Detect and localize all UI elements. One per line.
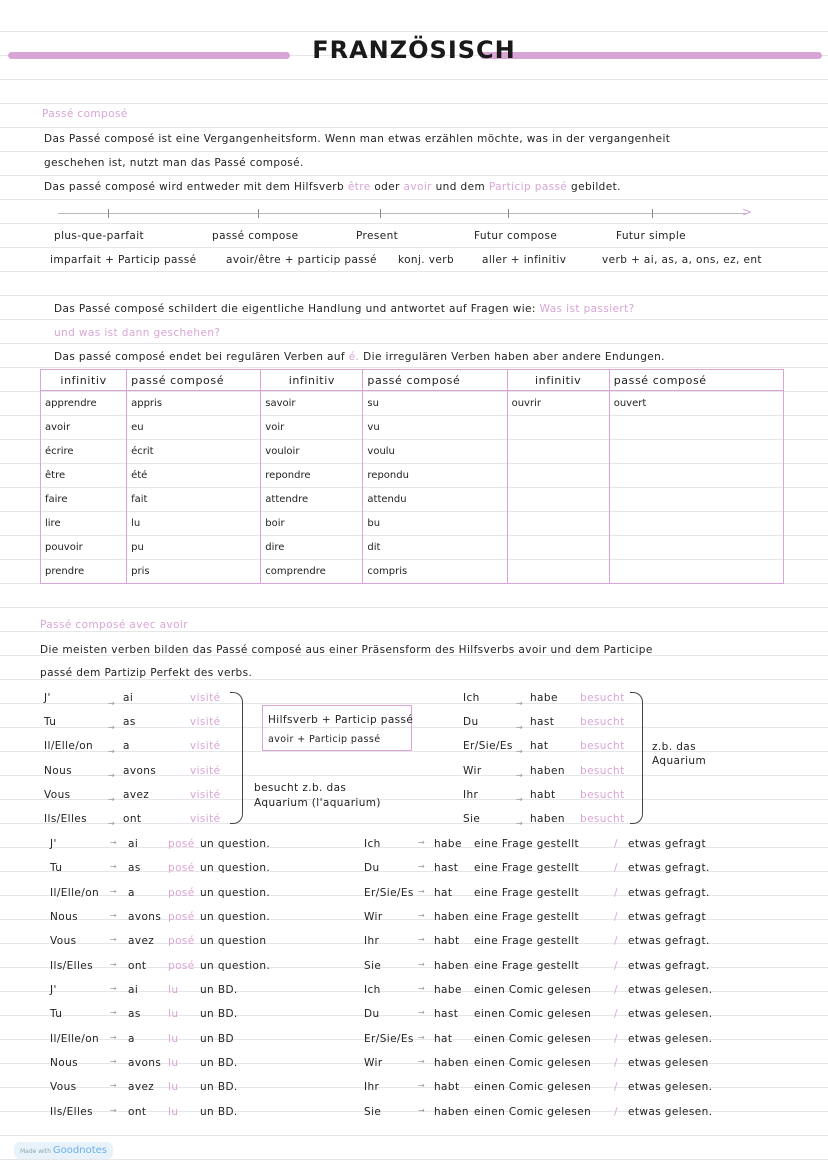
arrow-icon: →: [418, 910, 425, 920]
german-auxiliary: haben: [434, 910, 469, 923]
table-row: [41, 439, 784, 463]
table-cell: compris: [363, 559, 507, 584]
auxiliary: a: [128, 1032, 135, 1045]
table-cell: [507, 559, 609, 584]
object: un BD.: [200, 984, 238, 996]
usage-question-2: und was ist dann geschehen?: [54, 327, 221, 339]
table-cell: eu: [127, 415, 261, 439]
table-cell: avoir: [41, 415, 127, 439]
german-pronoun: Wir: [364, 910, 383, 923]
tense-label: Futur simple: [616, 230, 687, 242]
arrow-icon: →: [418, 1056, 425, 1066]
german-pronoun: Du: [364, 1008, 380, 1021]
german-auxiliary: hat: [434, 886, 453, 899]
arrow-icon: →: [418, 886, 425, 896]
table-cell: appris: [127, 391, 261, 416]
arrow-icon: →: [418, 1081, 425, 1091]
arrow-icon: →: [110, 886, 117, 896]
german-auxiliary: haben: [434, 1056, 469, 1069]
rule-box-line-1: Hilfsverb + Particip passé: [268, 714, 414, 726]
timeline-tick: [258, 209, 259, 218]
table-cell: vouloir: [261, 439, 363, 463]
auxiliary: habe: [530, 692, 558, 704]
auxiliary: haben: [530, 765, 565, 777]
table-cell: dit: [363, 535, 507, 559]
auxiliary: as: [128, 862, 141, 875]
auxiliary: avez: [123, 789, 150, 801]
arrow-icon: →: [110, 1081, 117, 1091]
german-phrase: einen Comic gelesen: [474, 1105, 592, 1118]
german-phrase: eine Frage gestellt: [474, 886, 580, 899]
table-cell: écrire: [41, 439, 127, 463]
german-phrase: eine Frage gestellt: [474, 910, 580, 923]
object: un question: [200, 935, 267, 948]
timeline-tick: [652, 209, 653, 218]
table-cell: lu: [127, 511, 261, 535]
besucht-note-line-1: besucht z.b. das: [254, 782, 347, 794]
badge-brand: Goodnotes: [52, 1145, 107, 1156]
participle: visité: [190, 813, 221, 825]
pronoun: Ils/Elles: [50, 959, 94, 972]
table-header: infinitiv: [41, 370, 127, 391]
auxiliary: a: [128, 886, 135, 899]
pronoun: Nous: [44, 765, 73, 777]
separator: /: [614, 1105, 618, 1118]
participle: besucht: [580, 740, 625, 752]
german-auxiliary: hat: [434, 1032, 453, 1045]
table-cell: fait: [127, 487, 261, 511]
table-cell: [609, 439, 783, 463]
table-cell: pouvoir: [41, 535, 127, 559]
goodnotes-badge: [14, 1142, 113, 1159]
participle: visité: [190, 692, 221, 704]
table-cell: vu: [363, 415, 507, 439]
arrow-column-icon: → → → → → →: [516, 699, 523, 828]
table-cell: su: [363, 391, 507, 416]
german-phrase: eine Frage gestellt: [474, 935, 580, 948]
auxiliary: avons: [128, 1056, 162, 1069]
object: un BD.: [200, 1008, 238, 1021]
table-cell: repondre: [261, 463, 363, 487]
arrow-column-icon: → → → → → →: [108, 699, 115, 828]
intro-line-1: Das Passé composé ist eine Vergangenheitsform. Wenn man etwas erzählen möchte, was in der vergangenheit: [44, 133, 671, 145]
participle: posé: [168, 838, 195, 850]
pronoun: Du: [463, 716, 479, 728]
ending-e: é.: [348, 351, 360, 363]
table-cell: pu: [127, 535, 261, 559]
german-auxiliary: hast: [434, 862, 459, 875]
object: un question.: [200, 910, 271, 923]
auxiliary: ai: [128, 984, 139, 996]
german-pronoun: Sie: [364, 959, 382, 972]
arrow-icon: →: [110, 910, 117, 920]
table-header: passé composé: [363, 370, 507, 391]
object: un BD.: [200, 1081, 238, 1094]
object: un BD.: [200, 1056, 238, 1069]
table-cell: [609, 535, 783, 559]
table-cell: savoir: [261, 391, 363, 416]
avoir-intro-line-2: passé dem Partizip Perfekt des verbs.: [40, 667, 253, 679]
pronoun: Vous: [50, 1081, 77, 1094]
german-pronoun: Wir: [364, 1056, 383, 1069]
german-pronoun: Ich: [364, 838, 381, 850]
pronoun: Nous: [50, 910, 79, 923]
german-auxiliary: haben: [434, 959, 469, 972]
participle: lu: [168, 1056, 179, 1069]
separator: /: [614, 886, 618, 899]
participle: visité: [190, 716, 221, 728]
german-phrase: einen Comic gelesen: [474, 1032, 592, 1045]
keyword-avoir: avoir: [403, 181, 432, 193]
pronoun: Ils/Elles: [50, 1105, 94, 1118]
avoir-intro-line-1: Die meisten verben bilden das Passé composé aus einer Präsensform des Hilfsverbs avoir und dem Participe: [40, 644, 653, 656]
zb-note-line-1: z.b. das: [652, 741, 696, 753]
table-cell: lire: [41, 511, 127, 535]
german-alternative: etwas gefragt.: [628, 959, 710, 972]
table-cell: ouvert: [609, 391, 783, 416]
brace-right: [630, 692, 643, 824]
table-header: infinitiv: [507, 370, 609, 391]
separator: /: [614, 862, 618, 875]
auxiliary: ai: [123, 692, 134, 704]
ending-line: [54, 351, 665, 363]
badge-prefix: Made with: [20, 1148, 51, 1155]
arrow-icon: →: [418, 1105, 425, 1115]
german-auxiliary: haben: [434, 1105, 469, 1118]
pronoun: Wir: [463, 765, 482, 777]
auxiliary: ont: [128, 1105, 147, 1118]
tense-form: imparfait + Particip passé: [50, 254, 197, 266]
arrow-icon: →: [110, 1056, 117, 1066]
participle: lu: [168, 1008, 179, 1021]
separator: /: [614, 959, 618, 972]
pronoun: Nous: [50, 1056, 79, 1069]
participle: visité: [190, 765, 221, 777]
pronoun: Vous: [50, 935, 77, 948]
german-alternative: etwas gefragt: [628, 910, 706, 923]
participle: visité: [190, 740, 221, 752]
table-header: passé composé: [127, 370, 261, 391]
arrow-icon: →: [110, 984, 117, 993]
german-phrase: einen Comic gelesen: [474, 984, 592, 996]
keyword-particip-passe: Particip passé: [488, 181, 568, 193]
timeline-tick: [508, 209, 509, 218]
german-alternative: etwas gelesen: [628, 1056, 709, 1069]
separator: /: [614, 935, 618, 948]
table-row: [41, 415, 784, 439]
arrow-icon: →: [110, 862, 117, 872]
german-auxiliary: habt: [434, 1081, 460, 1094]
table-cell: voir: [261, 415, 363, 439]
timeline-tick: [108, 209, 109, 218]
auxiliary: habt: [530, 789, 556, 801]
auxiliary: hat: [530, 740, 549, 752]
pronoun: Tu: [50, 862, 63, 875]
pronoun: J': [50, 838, 57, 850]
object: un question.: [200, 838, 271, 850]
participle: besucht: [580, 716, 625, 728]
german-pronoun: Sie: [364, 1105, 382, 1118]
usage-line-1: [54, 303, 635, 315]
tense-form: konj. verb: [398, 254, 455, 266]
separator: /: [614, 1008, 618, 1021]
auxiliary: avez: [128, 935, 155, 948]
german-alternative: etwas gefragt.: [628, 886, 710, 899]
table-cell: être: [41, 463, 127, 487]
auxiliary: avez: [128, 1081, 155, 1094]
table-row: [41, 391, 784, 416]
tense-form: aller + infinitiv: [482, 254, 567, 266]
auxiliary: avons: [123, 765, 157, 777]
table-cell: voulu: [363, 439, 507, 463]
german-auxiliary: habe: [434, 838, 462, 850]
rule-box-line-2: avoir + Particip passé: [268, 734, 381, 745]
usage-text: Das Passé composé schildert die eigentliche Handlung und antwortet auf Fragen wie:: [54, 303, 536, 315]
arrow-icon: →: [110, 1008, 117, 1018]
participle: besucht: [580, 692, 625, 704]
intro-line-3-a: Das passé composé wird entweder mit dem Hilfsverb: [44, 181, 345, 193]
german-alternative: etwas gelesen.: [628, 1008, 713, 1021]
participle: posé: [168, 959, 195, 972]
table-row: [41, 487, 784, 511]
german-pronoun: Ihr: [364, 935, 380, 948]
table-cell: [609, 463, 783, 487]
german-alternative: etwas gelesen.: [628, 984, 713, 996]
table-row: [41, 559, 784, 584]
intro-line-2: geschehen ist, nutzt man das Passé composé.: [44, 157, 304, 169]
arrow-icon: →: [110, 935, 117, 945]
german-alternative: etwas gefragt.: [628, 862, 710, 875]
auxiliary: ai: [128, 838, 139, 850]
participle: posé: [168, 910, 195, 923]
german-auxiliary: hast: [434, 1008, 459, 1021]
table-cell: dire: [261, 535, 363, 559]
german-phrase: eine Frage gestellt: [474, 862, 580, 875]
table-cell: pris: [127, 559, 261, 584]
table-cell: [507, 535, 609, 559]
arrow-icon: →: [110, 1032, 117, 1042]
auxiliary: ont: [123, 813, 142, 825]
pronoun: Er/Sie/Es: [463, 740, 513, 752]
arrow-icon: →: [418, 935, 425, 945]
auxiliary: haben: [530, 813, 565, 825]
timeline-arrow-icon: >: [742, 205, 753, 219]
tense-timeline: [58, 213, 748, 214]
auxiliary: as: [123, 716, 136, 728]
separator: /: [614, 838, 618, 850]
table-cell: écrit: [127, 439, 261, 463]
german-alternative: etwas gelesen.: [628, 1105, 713, 1118]
timeline-tick: [380, 209, 381, 218]
zb-note-line-2: Aquarium: [652, 755, 707, 767]
german-auxiliary: habe: [434, 984, 462, 996]
pronoun: Ils/Elles: [44, 813, 88, 825]
arrow-icon: →: [418, 959, 425, 969]
table-cell: attendu: [363, 487, 507, 511]
pronoun: Il/Elle/on: [50, 886, 100, 899]
tense-label: passé compose: [212, 230, 299, 242]
page-title: FRANZÖSISCH: [312, 36, 516, 64]
brace-left: [230, 692, 243, 824]
table-header-row: [41, 370, 784, 391]
participle: visité: [190, 789, 221, 801]
pronoun: Il/Elle/on: [50, 1032, 100, 1045]
tense-label: Futur compose: [474, 230, 558, 242]
auxiliary: hast: [530, 716, 555, 728]
table-cell: [507, 487, 609, 511]
tense-label: plus-que-parfait: [54, 230, 145, 242]
table-row: [41, 535, 784, 559]
tense-form: verb + ai, as, a, ons, ez, ent: [602, 254, 762, 266]
german-pronoun: Ich: [364, 984, 381, 996]
german-phrase: einen Comic gelesen: [474, 1056, 592, 1069]
table-row: [41, 511, 784, 535]
object: un BD.: [200, 1105, 238, 1118]
arrow-icon: →: [110, 959, 117, 969]
object: un question.: [200, 886, 271, 899]
german-alternative: etwas gelesen.: [628, 1032, 713, 1045]
auxiliary: avons: [128, 910, 162, 923]
german-auxiliary: habt: [434, 935, 460, 948]
arrow-icon: →: [418, 984, 425, 993]
arrow-icon: →: [110, 1105, 117, 1115]
arrow-icon: →: [418, 838, 425, 847]
participle: besucht: [580, 813, 625, 825]
pronoun: Ihr: [463, 789, 479, 801]
tense-label: Present: [356, 230, 399, 242]
table-cell: [609, 559, 783, 584]
table-cell: ouvrir: [507, 391, 609, 416]
pronoun: J': [50, 984, 57, 996]
german-pronoun: Er/Sie/Es: [364, 886, 414, 899]
table-cell: attendre: [261, 487, 363, 511]
german-pronoun: Er/Sie/Es: [364, 1032, 414, 1045]
table-cell: [609, 487, 783, 511]
separator: /: [614, 984, 618, 996]
pronoun: Tu: [50, 1008, 63, 1021]
pronoun: Tu: [44, 716, 57, 728]
usage-question-1: Was ist passiert?: [539, 303, 635, 315]
table-cell: [609, 511, 783, 535]
auxiliary: as: [128, 1008, 141, 1021]
object: un question.: [200, 862, 271, 875]
irregular-verb-table: [40, 369, 784, 584]
german-pronoun: Ihr: [364, 1081, 380, 1094]
object: un BD: [200, 1032, 234, 1045]
ending-text-a: Das passé composé endet bei regulären Verben auf: [54, 351, 346, 363]
table-header: passé composé: [609, 370, 783, 391]
table-cell: faire: [41, 487, 127, 511]
german-phrase: eine Frage gestellt: [474, 959, 580, 972]
german-phrase: einen Comic gelesen: [474, 1081, 592, 1094]
ending-text-b: Die irregulären Verben haben aber andere Endungen.: [363, 351, 665, 363]
separator: /: [614, 1032, 618, 1045]
participle: lu: [168, 1081, 179, 1094]
participle: lu: [168, 1105, 179, 1118]
table-cell: [507, 439, 609, 463]
table-cell: repondu: [363, 463, 507, 487]
table-cell: été: [127, 463, 261, 487]
arrow-icon: →: [418, 1032, 425, 1042]
arrow-icon: →: [110, 838, 117, 847]
table-row: [41, 463, 784, 487]
separator: /: [614, 1081, 618, 1094]
table-cell: boir: [261, 511, 363, 535]
participle: posé: [168, 886, 195, 899]
table-cell: [507, 415, 609, 439]
intro-line-3-d: gebildet.: [571, 181, 621, 193]
pronoun: Il/Elle/on: [44, 740, 94, 752]
german-pronoun: Du: [364, 862, 380, 875]
separator: /: [614, 1056, 618, 1069]
intro-line-3: [44, 181, 621, 193]
keyword-etre: être: [347, 181, 371, 193]
table-cell: prendre: [41, 559, 127, 584]
tense-form: avoir/être + particip passé: [226, 254, 377, 266]
german-alternative: etwas gefragt.: [628, 935, 710, 948]
pronoun: Sie: [463, 813, 481, 825]
participle: lu: [168, 984, 179, 996]
table-cell: apprendre: [41, 391, 127, 416]
table-cell: [507, 463, 609, 487]
participle: lu: [168, 1032, 179, 1045]
intro-line-3-c: und dem: [435, 181, 486, 193]
pronoun: J': [44, 692, 51, 704]
table-cell: comprendre: [261, 559, 363, 584]
auxiliary: a: [123, 740, 130, 752]
german-phrase: eine Frage gestellt: [474, 838, 580, 850]
german-phrase: einen Comic gelesen: [474, 1008, 592, 1021]
section-heading-passe-compose: Passé composé: [42, 108, 128, 120]
table-cell: bu: [363, 511, 507, 535]
auxiliary: ont: [128, 959, 147, 972]
participle: posé: [168, 935, 195, 948]
pronoun: Vous: [44, 789, 71, 801]
separator: /: [614, 910, 618, 923]
pronoun: Ich: [463, 692, 480, 704]
german-alternative: etwas gefragt: [628, 838, 706, 850]
participle: posé: [168, 862, 195, 875]
section-heading-avoir: Passé composé avec avoir: [40, 619, 188, 631]
german-alternative: etwas gelesen.: [628, 1081, 713, 1094]
object: un question.: [200, 959, 271, 972]
table-header: infinitiv: [261, 370, 363, 391]
table-cell: [507, 511, 609, 535]
intro-line-3-b: oder: [374, 181, 400, 193]
arrow-icon: →: [418, 1008, 425, 1018]
arrow-icon: →: [418, 862, 425, 872]
table-cell: [609, 415, 783, 439]
participle: besucht: [580, 789, 625, 801]
participle: besucht: [580, 765, 625, 777]
besucht-note-line-2: Aquarium (l'aquarium): [254, 797, 381, 809]
